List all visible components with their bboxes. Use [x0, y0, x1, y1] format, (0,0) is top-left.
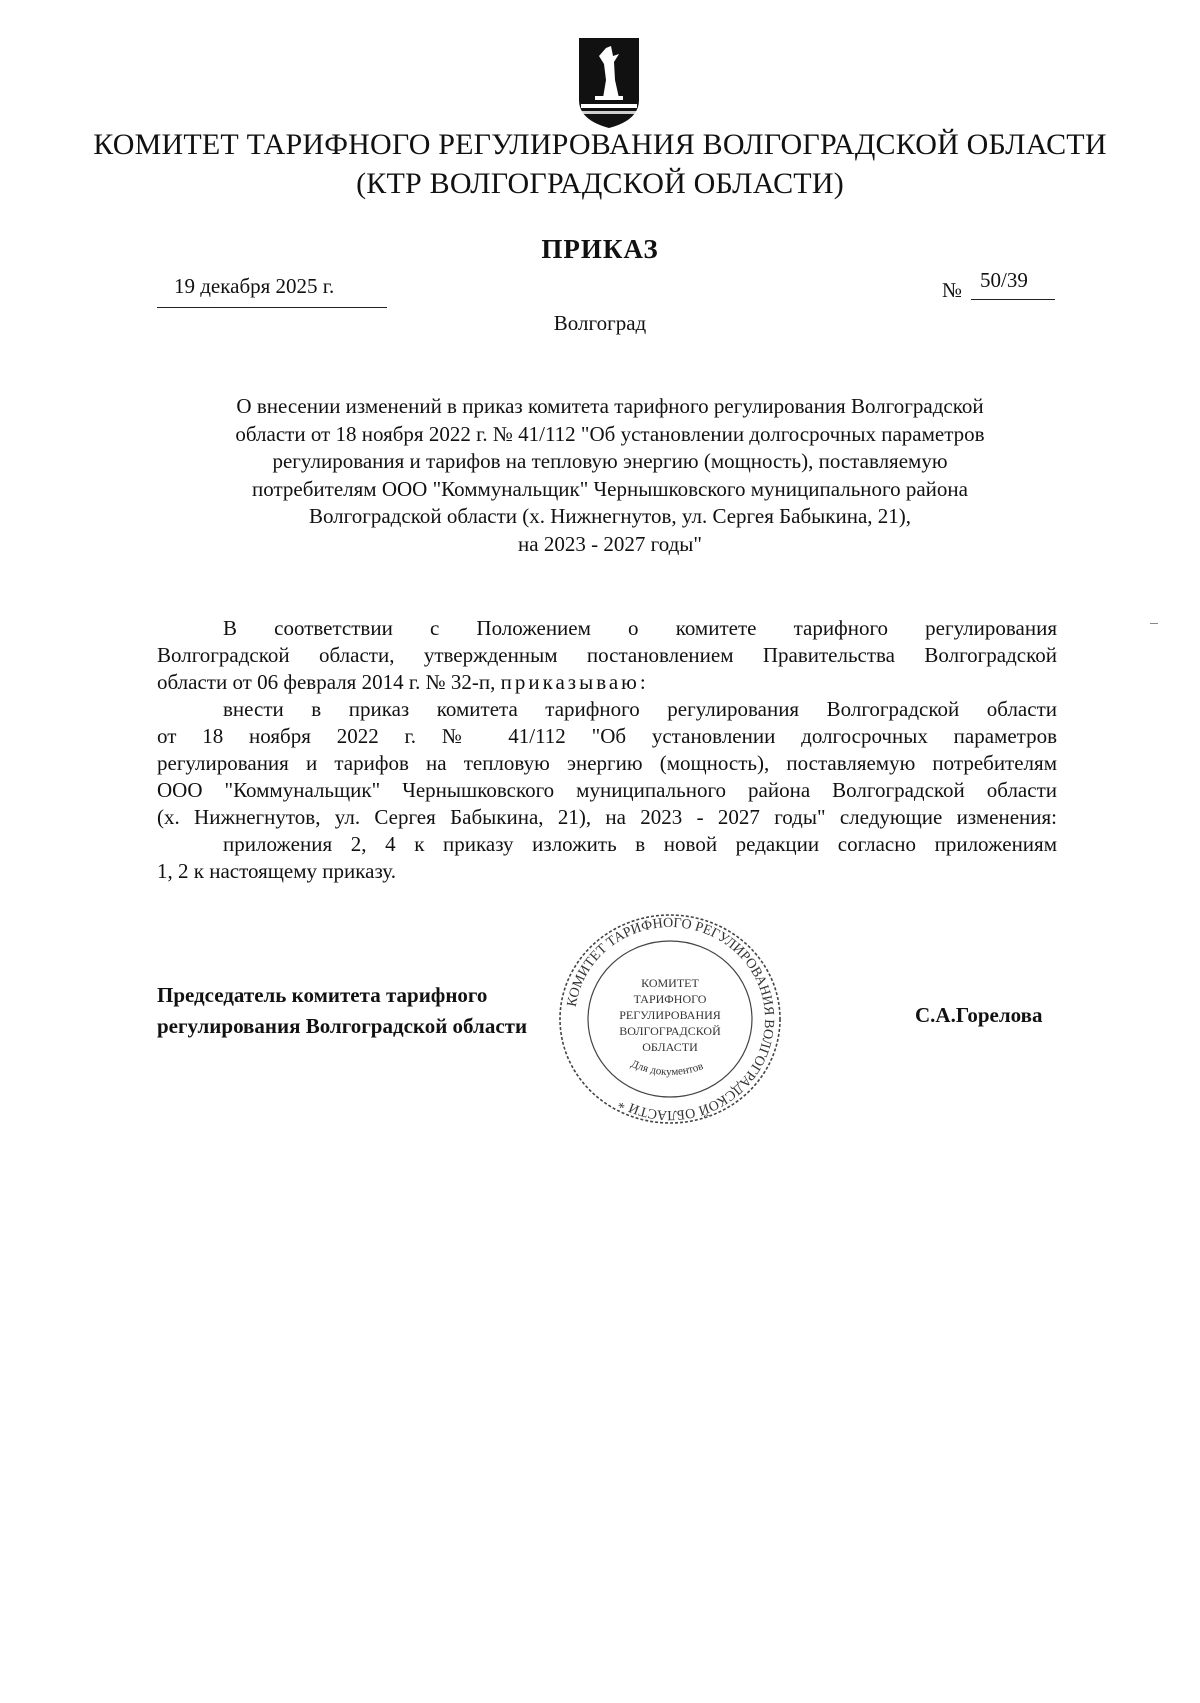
- stamp-bottom-text: Для документов: [629, 1057, 705, 1079]
- signatory-title-line: регулирования Волгоградской области: [157, 1014, 528, 1038]
- stamp-inner-line: РЕГУЛИРОВАНИЯ: [619, 1008, 721, 1022]
- document-subject: [165, 393, 1055, 559]
- subject-line: регулирования и тарифов на тепловую энергию (мощность), поставляемую: [272, 449, 948, 474]
- stamp-outer-text: КОМИТЕТ ТАРИФНОГО РЕГУЛИРОВАНИЯ ВОЛГОГРАДСКОЙ ОБЛАСТИ *: [564, 915, 777, 1123]
- subject-line: Волгоградской области (х. Нижнегнутов, ул. Сергея Бабыкина, 21),: [308, 504, 912, 529]
- date-underline: [157, 307, 387, 308]
- scan-mark: [1150, 623, 1158, 624]
- signatory-name: С.А.Горелова: [915, 1003, 1043, 1027]
- stamp-inner-line: ОБЛАСТИ: [642, 1040, 698, 1054]
- subject-line: области от 18 ноября 2022 г. № 41/112 "Об установлении долгосрочных параметров: [235, 421, 985, 446]
- document-type: ПРИКАЗ: [541, 234, 659, 264]
- stamp-inner-line: КОМИТЕТ: [641, 976, 699, 990]
- body-line: В соответствии с Положением о комитете тарифного регулирования: [223, 616, 1057, 640]
- organization-name: КОМИТЕТ ТАРИФНОГО РЕГУЛИРОВАНИЯ ВОЛГОГРАДСКОЙ ОБЛАСТИ: [93, 128, 1107, 161]
- body-line: ООО "Коммунальщик" Чернышковского муниципального района Волгоградской области: [157, 778, 1057, 802]
- body-line: приложения 2, 4 к приказу изложить в новой редакции согласно приложениям: [223, 832, 1057, 856]
- document-date: 19 декабря 2025 г.: [174, 274, 335, 298]
- coat-of-arms-icon: [575, 34, 643, 130]
- organization-short-name: (КТР ВОЛГОГРАДСКОЙ ОБЛАСТИ): [356, 167, 844, 200]
- order-word: приказываю:: [500, 670, 649, 694]
- signatory-title-line: Председатель комитета тарифного: [157, 983, 488, 1007]
- number-underline: [971, 299, 1055, 300]
- subject-line: О внесении изменений в приказ комитета тарифного регулирования Волгоградской: [236, 394, 984, 418]
- body-text: области от 06 февраля 2014 г. № 32-п,: [157, 670, 496, 694]
- signatory-title: [157, 980, 527, 1042]
- subject-line: потребителям ООО "Коммунальщик" Чернышковского муниципального района: [252, 476, 968, 501]
- number-label: №: [942, 278, 963, 302]
- body-line: [157, 669, 1057, 696]
- body-line: от 18 ноября 2022 г. № 41/112 "Об установлении долгосрочных параметров: [157, 724, 1057, 748]
- body-line: регулирования и тарифов на тепловую энергию (мощность), поставляемую потребителям: [157, 751, 1057, 775]
- subject-line: на 2023 - 2027 годы": [518, 531, 702, 556]
- body-line: 1, 2 к настоящему приказу.: [157, 859, 396, 883]
- official-stamp: [555, 910, 785, 1128]
- stamp-inner-line: ВОЛГОГРАДСКОЙ: [619, 1024, 721, 1038]
- document-body: [157, 615, 1057, 885]
- document-city: Волгоград: [553, 311, 647, 335]
- body-line: (х. Нижнегнутов, ул. Сергея Бабыкина, 21), на 2023 - 2027 годы" следующие изменения:: [157, 805, 1057, 829]
- stamp-inner-line: ТАРИФНОГО: [633, 992, 707, 1006]
- document-number: 50/39: [980, 268, 1028, 292]
- body-line: Волгоградской области, утвержденным постановлением Правительства Волгоградской: [157, 643, 1057, 667]
- body-line: внести в приказ комитета тарифного регулирования Волгоградской области: [223, 697, 1057, 721]
